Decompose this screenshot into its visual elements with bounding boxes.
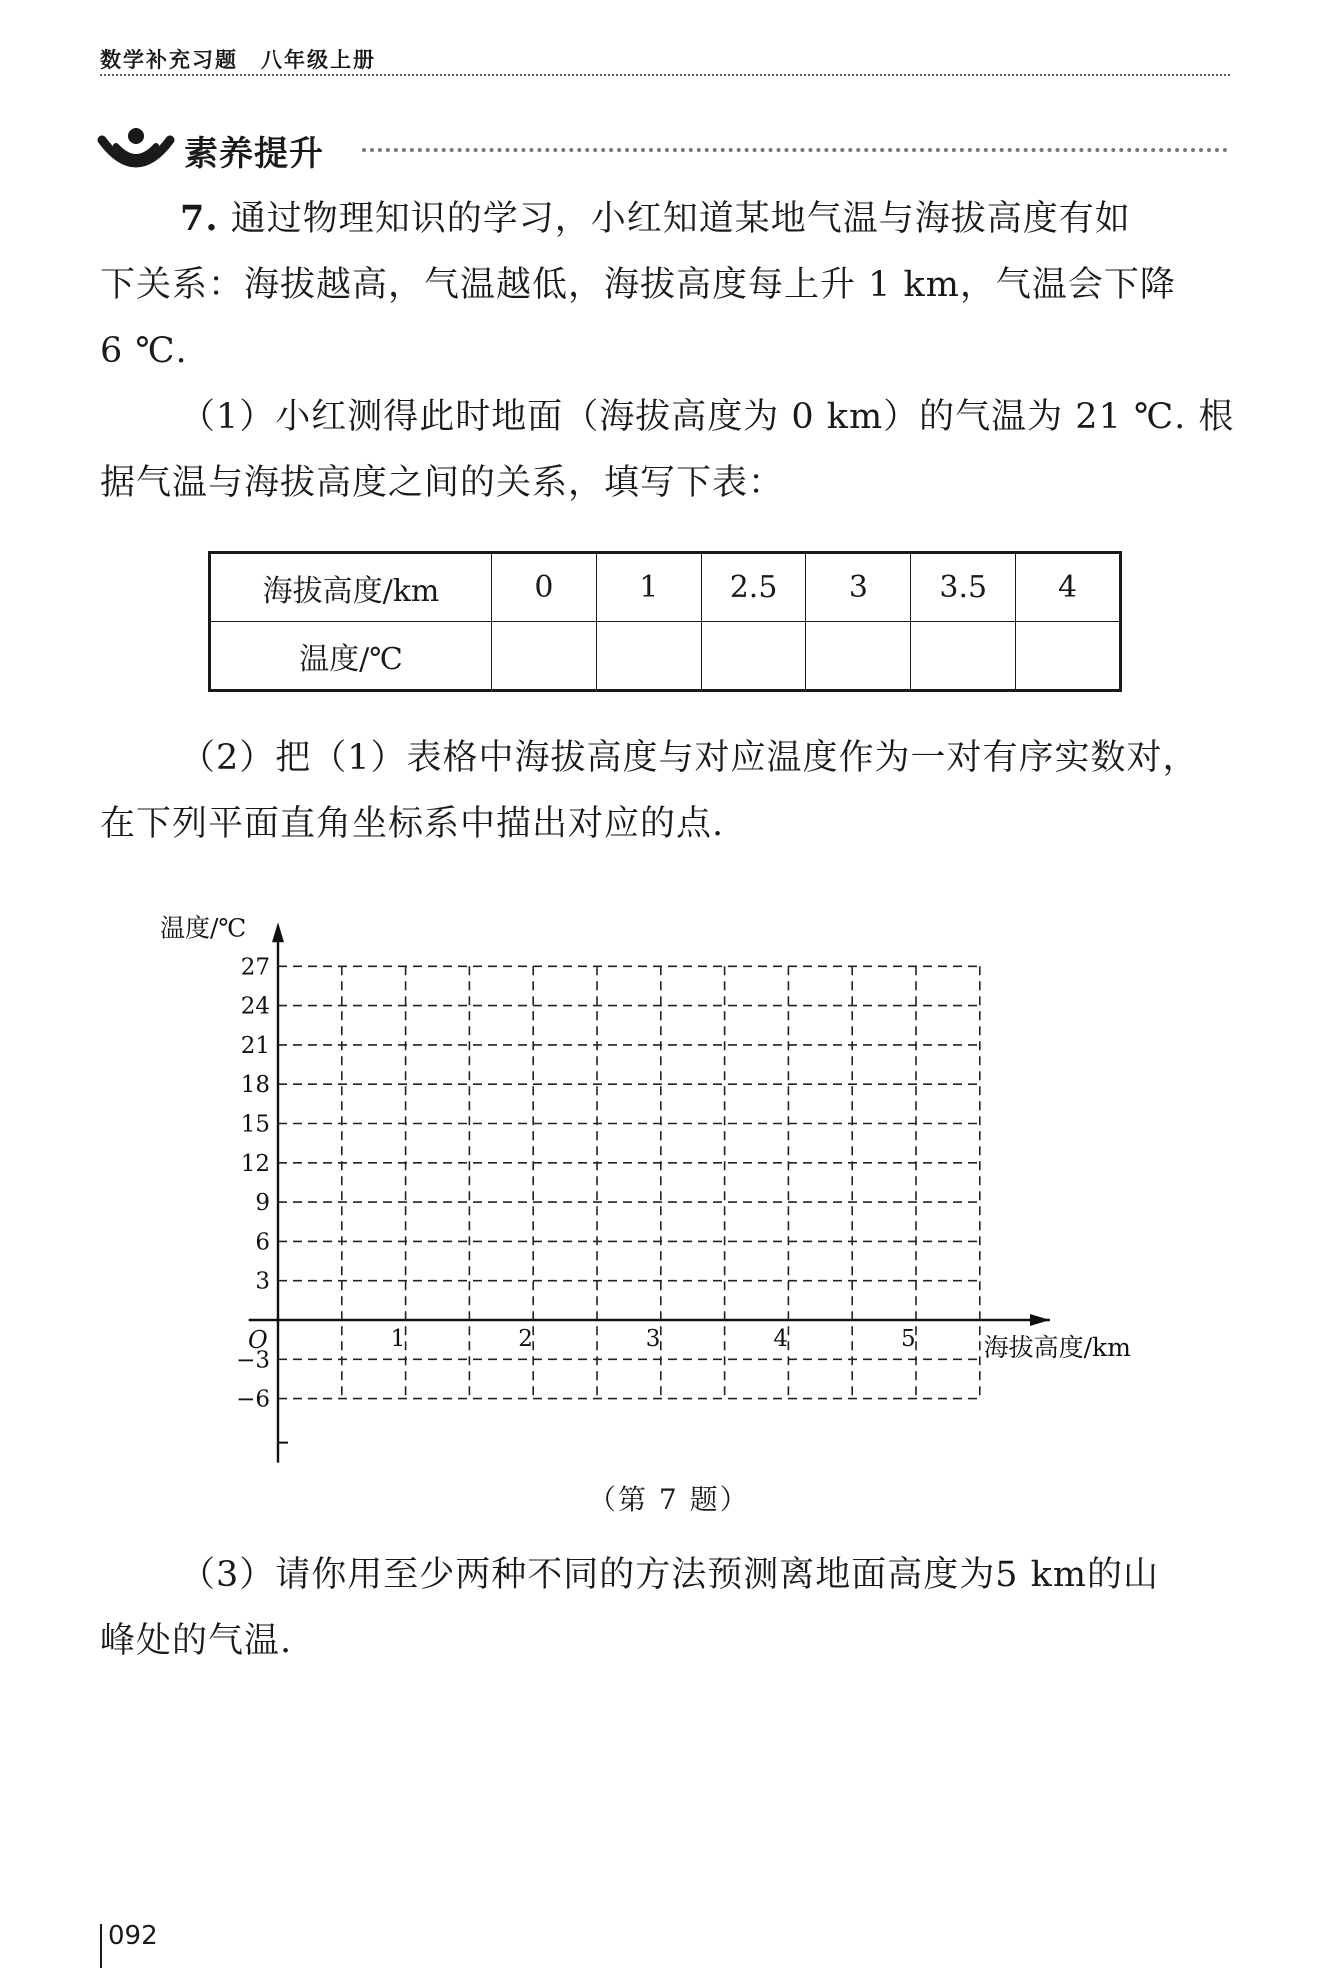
table-cell-height: 2.5 <box>701 553 806 622</box>
table-cell-temperature[interactable] <box>911 622 1016 691</box>
y-tick-label: 24 <box>240 993 270 1020</box>
part2-line1: （2）把（1）表格中海拔高度与对应温度作为一对有序实数对， <box>180 738 1199 778</box>
book-title: 数学补充习题 八年级上册 <box>100 48 376 72</box>
y-tick-label: 21 <box>240 1032 270 1059</box>
problem-number: 7. <box>180 198 219 239</box>
y-axis-label: 温度/℃ <box>160 913 247 943</box>
header-divider <box>100 74 1230 76</box>
y-tick-label: 12 <box>240 1150 270 1177</box>
y-tick-label: −3 <box>236 1347 270 1374</box>
table-cell-height: 4 <box>1016 553 1121 622</box>
table-cell-height: 1 <box>596 553 701 622</box>
x-tick-label: 5 <box>901 1326 916 1352</box>
table-cell-temperature[interactable] <box>806 622 911 691</box>
y-tick-label: 3 <box>255 1268 270 1295</box>
smile-icon <box>96 124 176 176</box>
table-cell-height: 3 <box>806 553 911 622</box>
table-cell-temperature[interactable] <box>492 622 597 691</box>
table-row-temperature <box>210 622 1121 691</box>
y-tick-label: −6 <box>236 1386 270 1413</box>
y-tick-label: 27 <box>240 954 270 981</box>
x-tick-label: 4 <box>773 1326 789 1352</box>
y-tick-label: 6 <box>255 1229 270 1256</box>
y-tick-label: 15 <box>240 1111 270 1138</box>
origin-label: O <box>248 1326 268 1354</box>
figure-caption: （第 7 题） <box>588 1483 750 1516</box>
problem-intro-line2: 下关系：海拔越高，气温越低，海拔高度每上升 1 km，气温会下降 <box>100 265 1176 305</box>
altitude-temperature-table <box>208 551 1122 692</box>
problem-intro-line3: 6 ℃. <box>100 331 188 371</box>
table-cell-temperature[interactable] <box>596 622 701 691</box>
part1-line2: 据气温与海拔高度之间的关系，填写下表： <box>100 463 785 503</box>
table-cell-height: 3.5 <box>911 553 1016 622</box>
x-tick-label: 2 <box>518 1326 533 1352</box>
table-cell-height: 0 <box>492 553 597 622</box>
part1-line1: （1）小红测得此时地面（海拔高度为 0 km）的气温为 21 ℃. 根 <box>180 397 1235 437</box>
table-row-header: 温度/℃ <box>210 622 492 691</box>
page-number-bar <box>100 1924 102 1968</box>
y-tick-label: 9 <box>255 1190 270 1217</box>
section-divider <box>362 148 1228 152</box>
part3-line1: （3）请你用至少两种不同的方法预测离地面高度为5 km的山 <box>180 1555 1160 1595</box>
part2-line2: 在下列平面直角坐标系中描出对应的点. <box>100 804 725 844</box>
section-title: 素养提升 <box>184 134 324 174</box>
part3-line2: 峰处的气温. <box>100 1621 293 1661</box>
table-row-height <box>210 553 1121 622</box>
table-cell-temperature[interactable] <box>701 622 806 691</box>
y-tick-label: 18 <box>240 1072 270 1099</box>
table-cell-temperature[interactable] <box>1016 622 1121 691</box>
x-axis-label: 海拔高度/km <box>983 1333 1131 1362</box>
page-number: 092 <box>108 1921 158 1951</box>
x-axis-arrow <box>1030 1314 1050 1326</box>
x-tick-label: 1 <box>390 1326 406 1352</box>
table-row-header: 海拔高度/km <box>210 553 492 622</box>
coordinate-chart <box>150 900 1190 1470</box>
y-axis-arrow <box>272 922 284 942</box>
x-tick-label: 3 <box>645 1326 661 1352</box>
problem-intro-line1: 7. 通过物理知识的学习，小红知道某地气温与海拔高度有如 <box>180 198 1131 239</box>
